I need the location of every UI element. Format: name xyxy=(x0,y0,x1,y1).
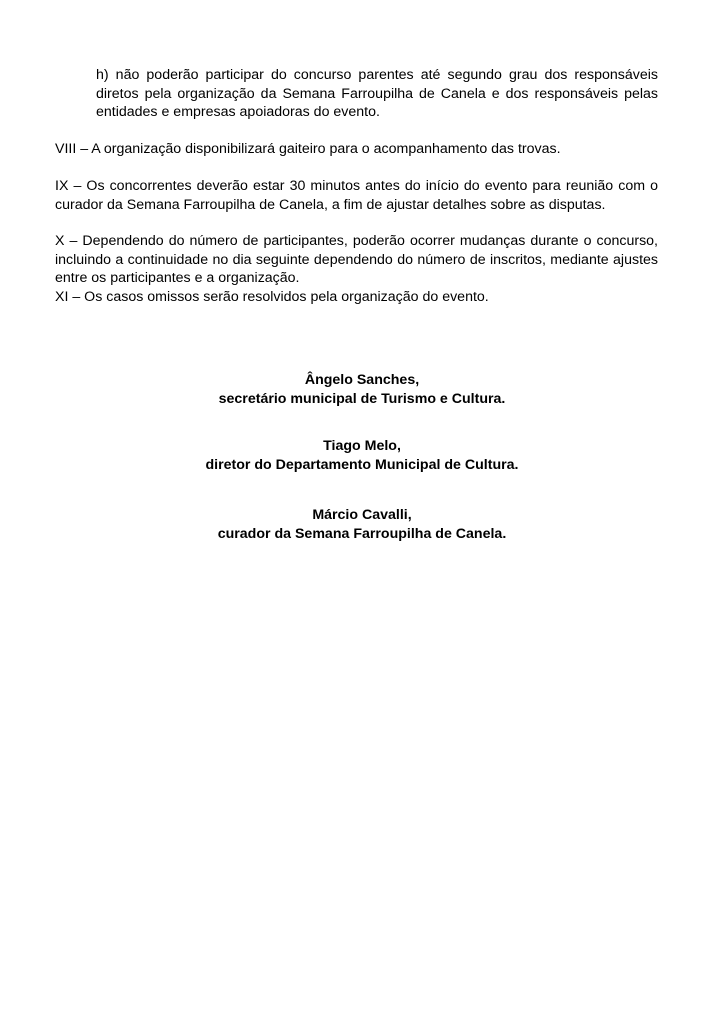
paragraph-item-h: h) não poderão participar do concurso parentes até segundo grau dos responsáveis diretos pela organização da Semana Farroupilha de Canela e dos responsáveis pelas entidades e empresas apoiadoras do evento. xyxy=(96,67,658,120)
signatory-role: secretário municipal de Turismo e Cultura. xyxy=(218,390,506,407)
signatory-role: curador da Semana Farroupilha de Canela. xyxy=(217,525,507,542)
signature-block-curator xyxy=(0,506,724,543)
paragraph-item-ix: IX – Os concorrentes deverão estar 30 minutos antes do início do evento para reunião com o curador da Semana Farroupilha de Canela, a fim de ajustar detalhes sobre as disputas. xyxy=(55,178,658,213)
signatory-name: Tiago Melo, xyxy=(323,438,401,454)
paragraph-item-xi: XI – Os casos omissos serão resolvidos pela organização do evento. xyxy=(55,289,489,305)
signature-block-director xyxy=(0,437,724,474)
signature-block-secretary xyxy=(0,371,724,408)
signatory-role: diretor do Departamento Municipal de Cultura. xyxy=(205,456,519,473)
signatory-name: Ângelo Sanches, xyxy=(304,372,420,388)
paragraph-item-x: X – Dependendo do número de participantes, poderão ocorrer mudanças durante o concurso, incluindo a continuidade no dia seguinte dependendo do número de inscritos, mediante ajustes entre os participantes e a organização. xyxy=(55,233,658,286)
paragraph-item-viii: VIII – A organização disponibilizará gaiteiro para o acompanhamento das trovas. xyxy=(55,141,561,157)
signatory-name: Márcio Cavalli, xyxy=(312,507,412,523)
